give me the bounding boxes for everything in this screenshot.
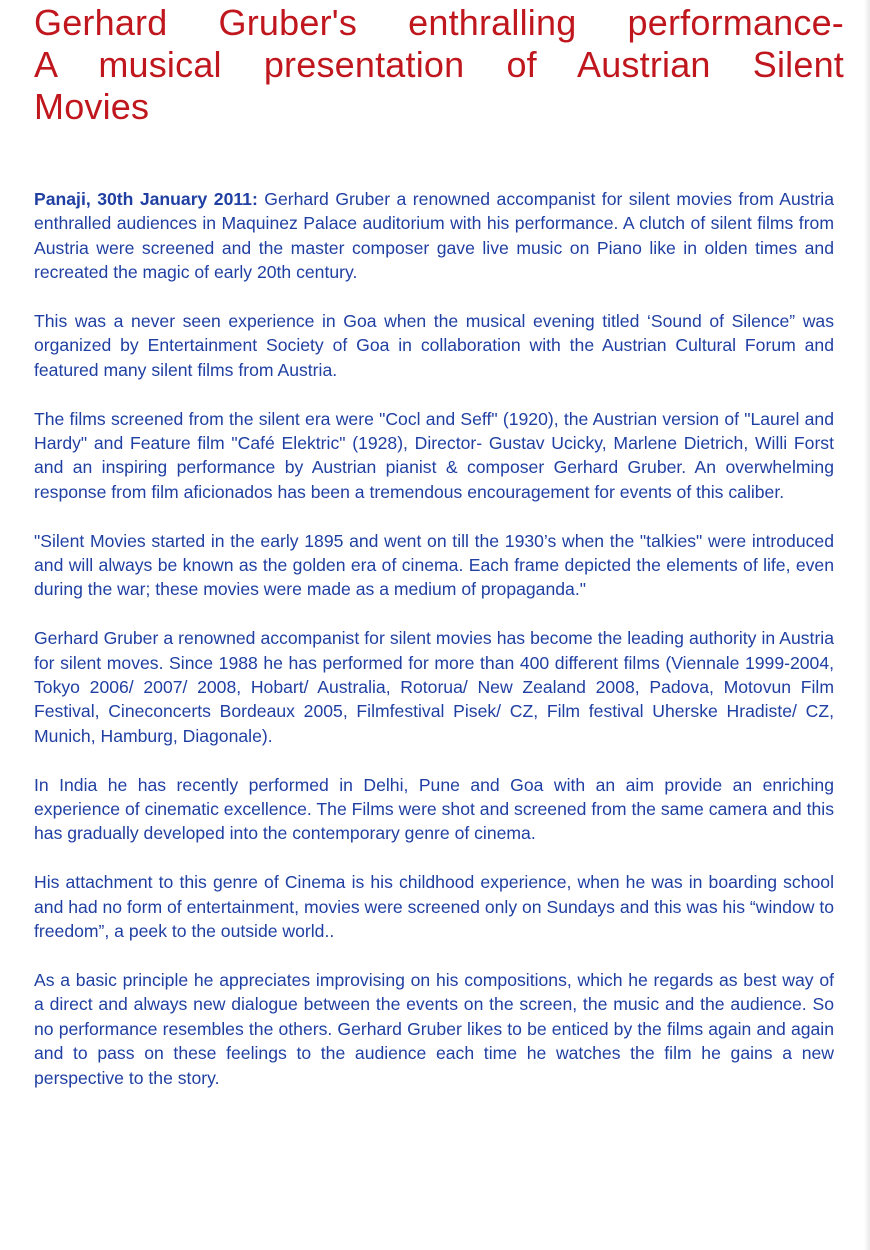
paragraph-7: His attachment to this genre of Cinema is his childhood experience, when he was in boarding school and had no form of entertainment, movies were screened only on Sundays and this was his “window to freedom”, a peek to the outside world.. <box>34 872 834 942</box>
article-title <box>34 2 844 128</box>
article-title-line-3: Movies <box>34 86 150 127</box>
paragraph-1-text: Gerhard Gruber a renowned accompanist for silent movies from Austria enthralled audiences in Maquinez Palace auditorium with his performance. A clutch of silent films from Austria were screened and the master composer gave live music on Piano like in olden times and recreated the magic of early 20th century. <box>34 189 835 283</box>
paragraph-4: "Silent Movies started in the early 1895 and went on till the 1930’s when the "talkies" were introduced and will always be known as the golden era of cinema. Each frame depicted the elements of life, even during the war; these movies were made as a medium of propaganda." <box>34 530 834 600</box>
article-body <box>34 187 834 1114</box>
paragraph-3: The films screened from the silent era were "Cocl and Seff" (1920), the Austrian version of "Laurel and Hardy" and Feature film "Café Elektric" (1928), Director- Gustav Ucicky, Marlene Dietrich, Willi Forst and an inspiring performance by Austrian pianist & composer Gerhard Gruber. An overwhelming response from film aficionados has been a tremendous encouragement for events of this caliber. <box>34 408 834 502</box>
paragraph-6: In India he has recently performed in Delhi, Pune and Goa with an aim provide an enriching experience of cinematic excellence. The Films were shot and screened from the same camera and this has gradually developed into the contemporary genre of cinema. <box>34 774 834 844</box>
article-title-line-2: A musical presentation of Austrian Silent <box>34 44 844 85</box>
paragraph-5: Gerhard Gruber a renowned accompanist for silent movies has become the leading authority in Austria for silent moves. Since 1988 he has performed for more than 400 different films (Viennale 1999-2004, Tokyo 2006/ 2007/ 2008, Hobart/ Australia, Rotorua/ New Zealand 2008, Padova, Motovun Film Festival, Cineconcerts Bordeaux 2005, Filmfestival Pisek/ CZ, Film festival Uherske Hradiste/ CZ, Munich, Hamburg, Diagonale). <box>34 628 834 746</box>
paragraph-1 <box>34 187 834 285</box>
paragraph-2: This was a never seen experience in Goa when the musical evening titled ‘Sound of Silence” was organized by Entertainment Society of Goa in collaboration with the Austrian Cultural Forum and featured many silent films from Austria. <box>34 311 834 380</box>
article-title-line-1: Gerhard Gruber's enthralling performance- <box>34 2 844 43</box>
dateline: Panaji, 30th January 2011: <box>34 189 258 209</box>
page-edge-shadow <box>864 0 870 1250</box>
paragraph-8: As a basic principle he appreciates improvising on his compositions, which he regards as best way of a direct and always new dialogue between the events on the screen, the music and the audience. So no performance resembles the others. Gerhard Gruber likes to be enticed by the films again and again and to pass on these feelings to the audience each time he watches the film he gains a new perspective to the story. <box>34 969 834 1088</box>
